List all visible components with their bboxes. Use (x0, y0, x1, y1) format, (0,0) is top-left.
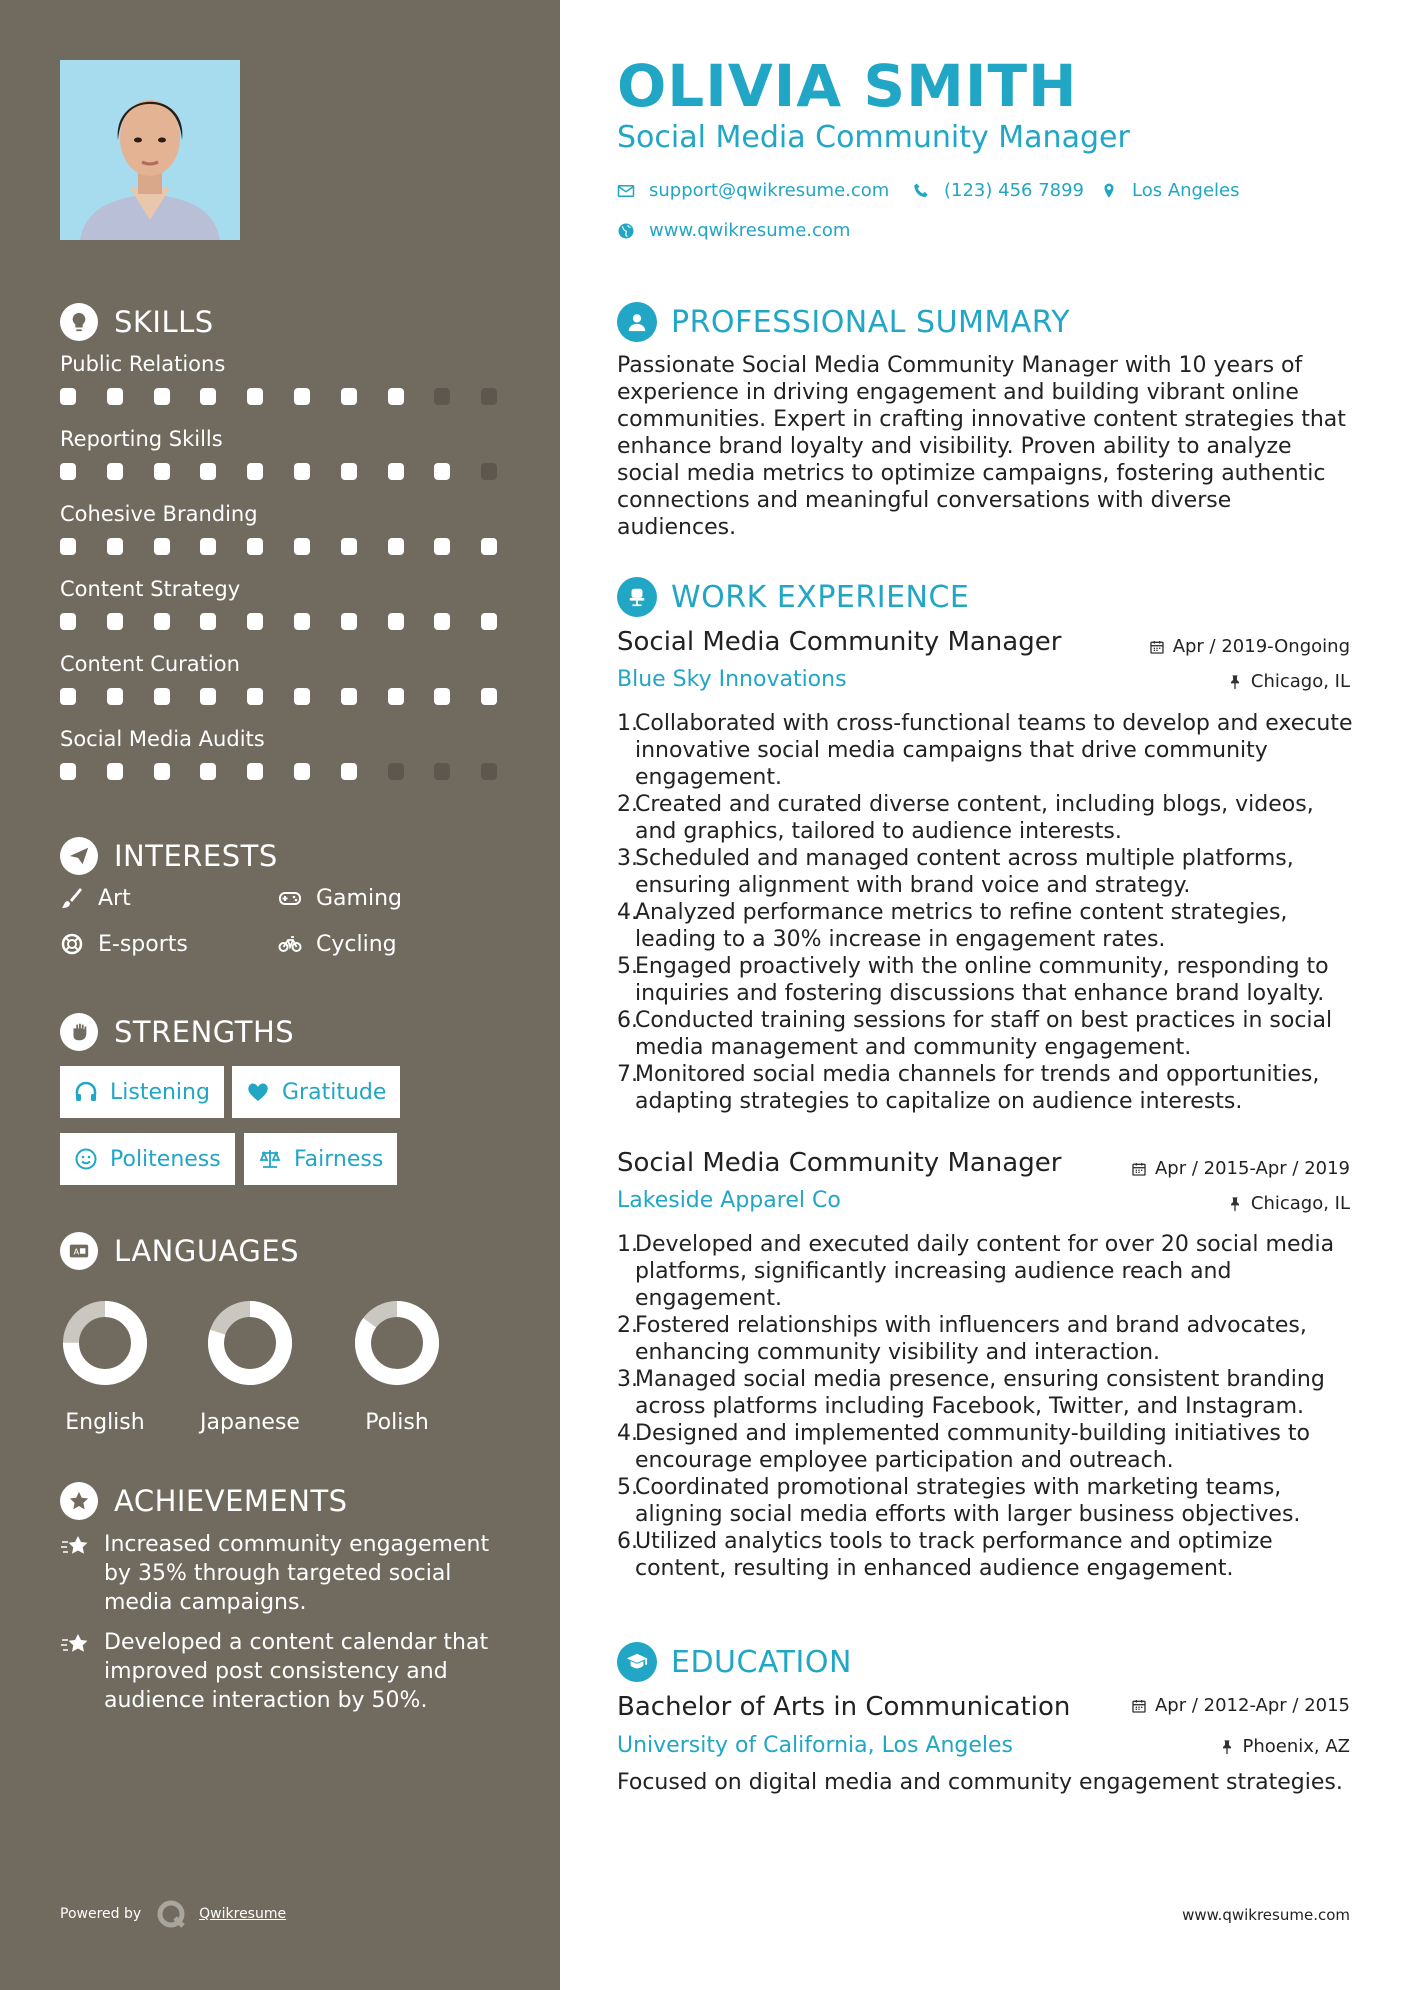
job-location (1227, 671, 1350, 692)
job-location-text: Chicago, IL (1250, 1193, 1350, 1214)
heart-icon (246, 1080, 270, 1104)
skill-dot (481, 688, 497, 705)
education-dates (1131, 1695, 1350, 1716)
skill-dot (434, 763, 450, 780)
job-location (1227, 1193, 1350, 1214)
strength-label: Listening (110, 1079, 210, 1105)
main-content (560, 0, 1407, 1990)
summary-heading: PROFESSIONAL SUMMARY (671, 304, 1071, 340)
job-company: Lakeside Apparel Co (617, 1188, 841, 1213)
item-number: 5. (617, 1475, 638, 1500)
skill-dot (341, 613, 357, 630)
skill-dot (247, 388, 263, 405)
responsibility-item (617, 791, 1357, 845)
job-location-text: Chicago, IL (1250, 671, 1350, 692)
job-dates (1149, 636, 1350, 657)
strength-label: Fairness (294, 1146, 384, 1172)
skill-level-dots (60, 538, 510, 556)
responsibility-text: Utilized analytics tools to track performance and optimize content, resulting in enhanced audience engagement. (635, 1529, 1273, 1581)
bicycle-icon (278, 932, 302, 956)
skill-name: Content Curation (60, 652, 240, 676)
item-number: 1. (617, 711, 638, 736)
skill-dot (154, 763, 170, 780)
phone-contact[interactable] (912, 180, 1084, 201)
responsibility-item (617, 1528, 1357, 1582)
interest-label: Art (98, 885, 131, 911)
fist-icon (60, 1013, 98, 1051)
responsibility-item (617, 1474, 1357, 1528)
smile-icon (74, 1147, 98, 1171)
interest-label: Gaming (316, 885, 402, 911)
language-name: Polish (365, 1410, 429, 1435)
skill-dot (341, 688, 357, 705)
pin-icon (1219, 1739, 1235, 1755)
location-contact (1100, 180, 1240, 201)
pin-icon (1227, 1196, 1243, 1212)
education-dates-text: Apr / 2012-Apr / 2015 (1154, 1695, 1350, 1716)
item-number: 2. (617, 1313, 638, 1338)
skill-name: Social Media Audits (60, 727, 265, 751)
interests-list (60, 882, 510, 982)
job-title: Social Media Community Manager (617, 627, 1062, 657)
skill-level-dots (60, 463, 510, 481)
skill-dot (341, 388, 357, 405)
powered-by (60, 1898, 286, 1930)
skill-item (60, 573, 510, 605)
calendar-icon (1131, 1161, 1147, 1177)
skill-dot (388, 388, 404, 405)
achievements-heading: ACHIEVEMENTS (114, 1484, 348, 1518)
item-number: 7. (617, 1062, 638, 1087)
interest-item (278, 928, 397, 960)
job-responsibilities (617, 1231, 1357, 1582)
skill-dot (107, 538, 123, 555)
skill-dot (481, 613, 497, 630)
skill-dot (60, 613, 76, 630)
skill-dot (60, 463, 76, 480)
skill-item (60, 423, 510, 455)
skill-dot (247, 463, 263, 480)
skill-item (60, 498, 510, 530)
skill-dot (154, 688, 170, 705)
skill-item (60, 723, 510, 755)
job-dates (1131, 1158, 1350, 1179)
responsibility-text: Managed social media presence, ensuring consistent branding across platforms including Facebook, Twitter, and Instagram. (635, 1367, 1325, 1419)
footer-url[interactable]: www.qwikresume.com (1182, 1906, 1350, 1924)
skill-dot (294, 688, 310, 705)
strength-label: Gratitude (282, 1079, 387, 1105)
responsibility-item (617, 1231, 1357, 1312)
graduate-icon (617, 1642, 657, 1682)
svg-text:A: A (73, 1246, 80, 1257)
responsibility-text: Created and curated diverse content, including blogs, videos, and graphics, tailored to audience interests. (635, 792, 1314, 844)
skills-list (60, 348, 510, 778)
responsibility-text: Fostered relationships with influencers and brand advocates, enhancing community visibility and interaction. (635, 1313, 1307, 1365)
responsibility-text: Analyzed performance metrics to refine content strategies, leading to a 30% increase in engagement rates. (635, 900, 1288, 952)
skill-dot (60, 688, 76, 705)
language-item (190, 1298, 310, 1435)
user-icon (617, 302, 657, 342)
summary-text: Passionate Social Media Community Manager with 10 years of experience in driving engagement and building vibrant online communities. Expert in crafting innovative content strategies that enhance brand loyalty and visibility. Proven ability to analyze social media metrics to optimize campaigns, fostering authentic connections and meaningful conversations with diverse audiences. (617, 353, 1346, 540)
education-description: Focused on digital media and community engagement strategies. (617, 1770, 1343, 1795)
responsibility-text: Collaborated with cross-functional teams to develop and execute innovative social media campaigns that drive community engagement. (635, 711, 1353, 790)
item-number: 4. (617, 900, 638, 925)
responsibility-item (617, 1007, 1357, 1061)
skill-dot (200, 388, 216, 405)
language-level-ring (352, 1298, 442, 1388)
candidate-name: OLIVIA SMITH (617, 52, 1078, 120)
phone-icon (912, 182, 930, 200)
skill-dot (107, 688, 123, 705)
candidate-title: Social Media Community Manager (617, 120, 1130, 155)
interests-heading: INTERESTS (114, 839, 278, 873)
skills-heading: SKILLS (114, 305, 214, 339)
skill-item (60, 348, 510, 380)
skill-dot (434, 463, 450, 480)
skill-dot (154, 463, 170, 480)
responsibility-item (617, 1420, 1357, 1474)
experience-heading: WORK EXPERIENCE (671, 579, 970, 615)
responsibility-item (617, 1366, 1357, 1420)
skill-dot (154, 613, 170, 630)
responsibility-text: Engaged proactively with the online community, responding to inquiries and fostering discussions that enhance brand loyalty. (635, 954, 1329, 1006)
experience-heading-row (617, 575, 969, 619)
education-location (1219, 1736, 1351, 1757)
item-number: 6. (617, 1529, 638, 1554)
skill-dot (200, 763, 216, 780)
globe-icon (617, 222, 635, 240)
skill-dot (388, 463, 404, 480)
website-contact[interactable] (617, 220, 850, 241)
degree-title: Bachelor of Arts in Communication (617, 1692, 1071, 1722)
website-text: www.qwikresume.com (649, 220, 851, 241)
skill-name: Content Strategy (60, 577, 241, 601)
lightbulb-icon (60, 303, 98, 341)
achievement-item (60, 1628, 510, 1715)
skill-dot (107, 388, 123, 405)
item-number: 1. (617, 1232, 638, 1257)
achievement-text: Increased community engagement by 35% through targeted social media campaigns. (104, 1532, 490, 1615)
envelope-icon (617, 182, 635, 200)
lifering-icon (60, 932, 84, 956)
skill-dot (481, 538, 497, 555)
map-marker-icon (1100, 182, 1118, 200)
strengths-heading: STRENGTHS (114, 1015, 295, 1049)
skill-dot (200, 463, 216, 480)
job-company: Blue Sky Innovations (617, 667, 847, 692)
skill-dot (60, 538, 76, 555)
item-number: 2. (617, 792, 638, 817)
language-icon (60, 1232, 98, 1270)
pin-icon (1227, 674, 1243, 690)
skill-level-dots (60, 688, 510, 706)
skill-dot (247, 613, 263, 630)
interest-item (60, 928, 188, 960)
interest-item (278, 882, 402, 914)
job-responsibilities (617, 710, 1357, 1115)
language-level-ring (60, 1298, 150, 1388)
interest-item (60, 882, 131, 914)
email-contact[interactable] (617, 180, 889, 201)
achievements-section (60, 1479, 510, 1523)
skill-dot (481, 763, 497, 780)
skill-dot (60, 763, 76, 780)
skill-name: Cohesive Branding (60, 502, 258, 526)
paintbrush-icon (60, 886, 84, 910)
responsibility-item (617, 953, 1357, 1007)
responsibility-item (617, 710, 1357, 791)
skill-level-dots (60, 613, 510, 631)
skill-dot (388, 688, 404, 705)
skill-dot (154, 538, 170, 555)
skill-dot (388, 613, 404, 630)
language-item (45, 1298, 165, 1435)
skill-dot (294, 463, 310, 480)
skill-item (60, 648, 510, 680)
strength-label: Politeness (110, 1146, 221, 1172)
skill-dot (388, 763, 404, 780)
language-name: Japanese (200, 1410, 300, 1435)
language-item (337, 1298, 457, 1435)
skill-dot (388, 538, 404, 555)
job-dates-text: Apr / 2015-Apr / 2019 (1154, 1158, 1350, 1179)
languages-heading: LANGUAGES (114, 1234, 300, 1268)
star-badge-icon (60, 1482, 98, 1520)
responsibility-text: Coordinated promotional strategies with marketing teams, aligning social media efforts with larger business objectives. (635, 1475, 1301, 1527)
skill-dot (294, 538, 310, 555)
strength-badge (60, 1066, 224, 1118)
education-heading: EDUCATION (671, 1644, 852, 1680)
skill-dot (294, 388, 310, 405)
item-number: 6. (617, 1008, 638, 1033)
languages-section (60, 1229, 510, 1273)
language-name: English (65, 1410, 145, 1435)
skill-dot (434, 538, 450, 555)
phone-text: (123) 456 7899 (944, 180, 1085, 201)
education-heading-row (617, 1640, 852, 1684)
responsibility-text: Scheduled and managed content across multiple platforms, ensuring alignment with brand voice and strategy. (635, 846, 1294, 898)
headphones-icon (74, 1080, 98, 1104)
strength-badge (244, 1133, 397, 1185)
office-chair-icon (617, 577, 657, 617)
location-text: Los Angeles (1132, 180, 1240, 201)
gamepad-icon (278, 886, 302, 910)
skill-dot (154, 388, 170, 405)
skill-level-dots (60, 388, 510, 406)
responsibility-item (617, 1061, 1357, 1115)
skill-name: Reporting Skills (60, 427, 223, 451)
item-number: 3. (617, 1367, 638, 1392)
qwikresume-link[interactable]: Qwikresume (199, 1906, 287, 1922)
skill-dot (294, 613, 310, 630)
skill-dot (200, 613, 216, 630)
strength-badge (232, 1066, 400, 1118)
responsibility-item (617, 845, 1357, 899)
skill-dot (200, 538, 216, 555)
language-level-ring (205, 1298, 295, 1388)
skill-dot (481, 388, 497, 405)
profile-photo (60, 60, 240, 240)
skill-dot (294, 763, 310, 780)
skill-dot (60, 388, 76, 405)
skill-dot (200, 688, 216, 705)
summary-heading-row (617, 300, 1070, 344)
achievement-text: Developed a content calendar that improved post consistency and audience interaction by 50%. (104, 1630, 489, 1713)
skill-dot (481, 463, 497, 480)
skill-dot (107, 463, 123, 480)
paper-plane-icon (60, 837, 98, 875)
achievement-item (60, 1530, 510, 1617)
interests-section (60, 834, 510, 878)
skill-dot (247, 763, 263, 780)
responsibility-text: Developed and executed daily content for over 20 social media platforms, significantly increasing audience reach and engagement. (635, 1232, 1335, 1311)
education-location-text: Phoenix, AZ (1242, 1736, 1350, 1757)
skill-dot (107, 763, 123, 780)
skill-dot (247, 538, 263, 555)
calendar-icon (1131, 1698, 1147, 1714)
calendar-icon (1149, 639, 1165, 655)
skills-section (60, 300, 510, 344)
item-number: 3. (617, 846, 638, 871)
item-number: 4. (617, 1421, 638, 1446)
skill-dot (107, 613, 123, 630)
responsibility-item (617, 899, 1357, 953)
skill-dot (434, 388, 450, 405)
powered-by-label: Powered by (60, 1906, 142, 1922)
strengths-section (60, 1010, 510, 1054)
balance-scale-icon (258, 1147, 282, 1171)
skill-name: Public Relations (60, 352, 226, 376)
responsibility-text: Conducted training sessions for staff on best practices in social media management and community engagement. (635, 1008, 1333, 1060)
skill-dot (341, 463, 357, 480)
job-dates-text: Apr / 2019-Ongoing (1172, 636, 1350, 657)
skill-dot (434, 688, 450, 705)
qwikresume-logo-icon (155, 1898, 187, 1930)
skill-level-dots (60, 763, 510, 781)
item-number: 5. (617, 954, 638, 979)
skill-dot (247, 688, 263, 705)
skill-dot (341, 538, 357, 555)
skill-dot (341, 763, 357, 780)
sidebar (0, 0, 560, 1990)
school-name: University of California, Los Angeles (617, 1733, 1014, 1758)
responsibility-text: Designed and implemented community-building initiatives to encourage employee participation and outreach. (635, 1421, 1310, 1473)
responsibility-text: Monitored social media channels for trends and opportunities, adapting strategies to capitalize on audience interests. (635, 1062, 1320, 1114)
interest-label: Cycling (316, 931, 397, 957)
strength-badge (60, 1133, 235, 1185)
job-title: Social Media Community Manager (617, 1148, 1062, 1178)
shooting-star-icon (60, 1532, 90, 1562)
email-text: support@qwikresume.com (649, 180, 890, 201)
interest-label: E-sports (98, 931, 188, 957)
skill-dot (434, 613, 450, 630)
shooting-star-icon (60, 1630, 90, 1660)
responsibility-item (617, 1312, 1357, 1366)
